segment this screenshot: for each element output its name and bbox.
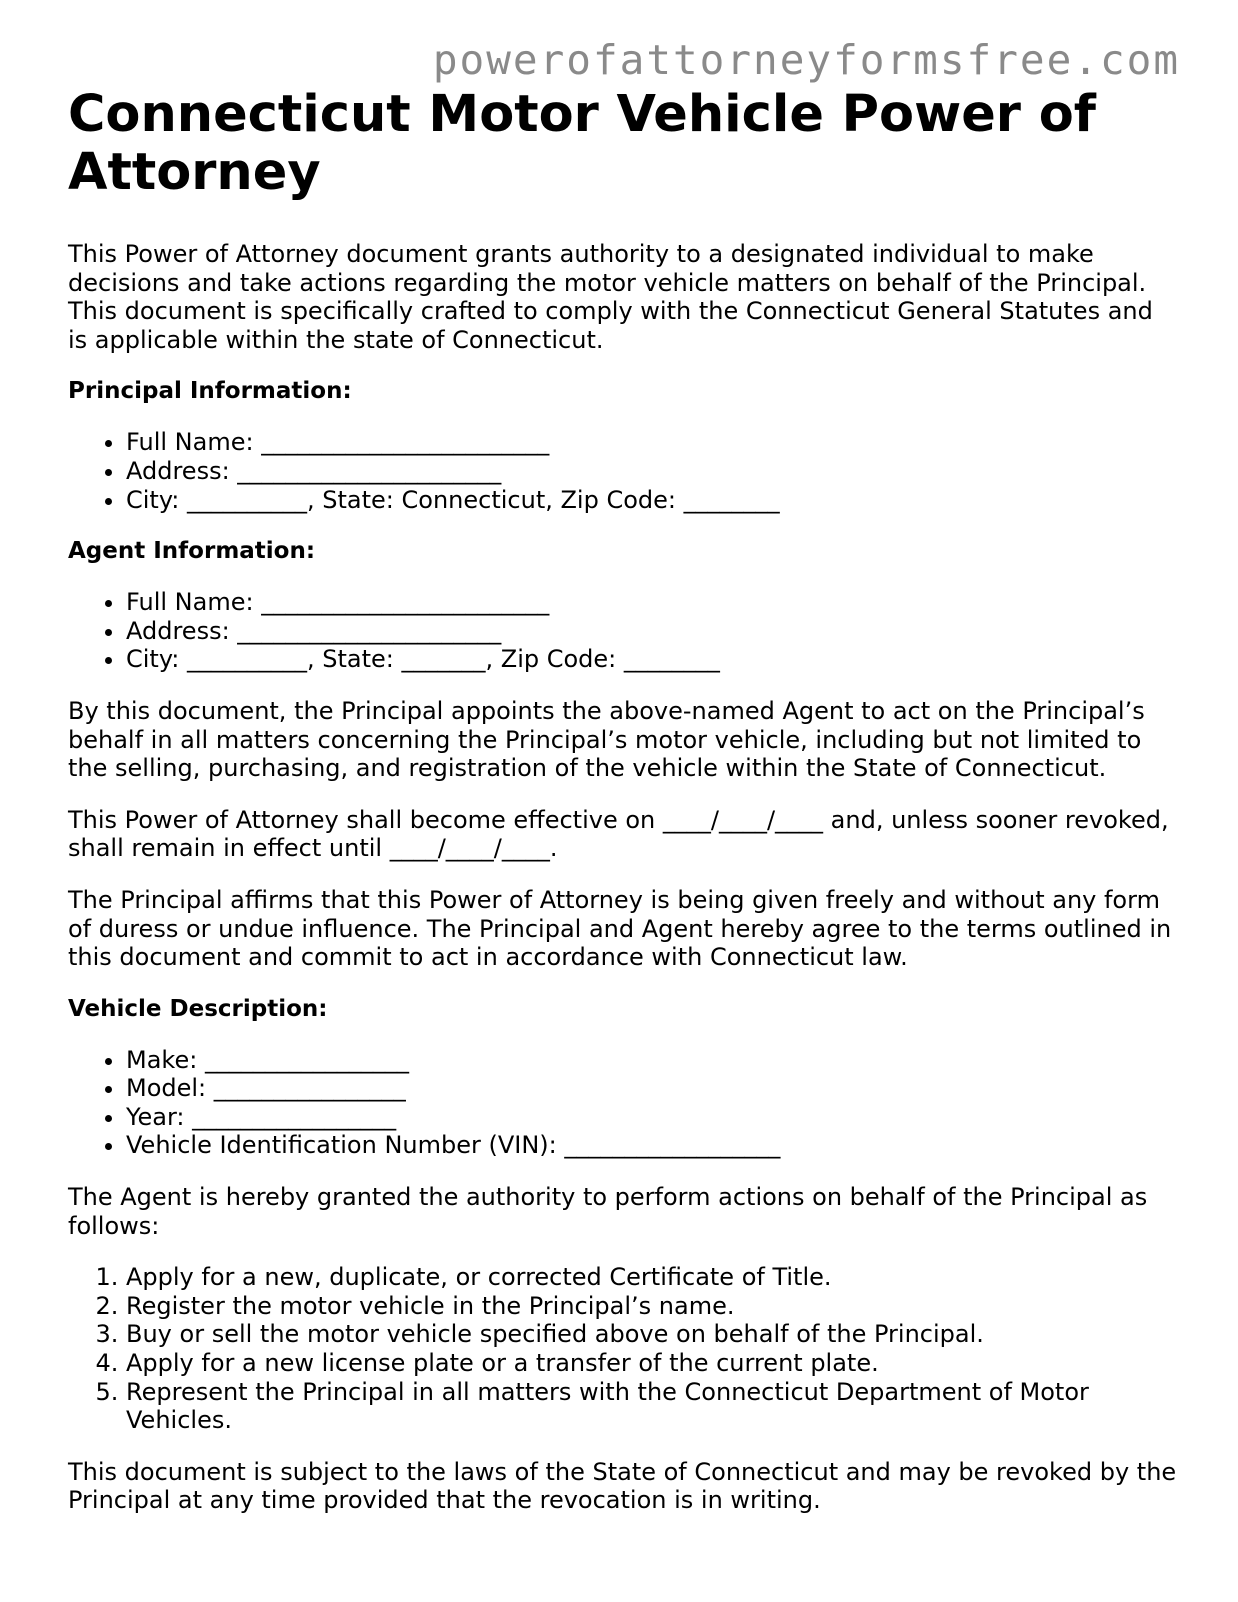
- power-item: 2. Register the motor vehicle in the Principal’s name.: [126, 1292, 1178, 1321]
- principal-info-list: [68, 428, 1178, 514]
- affirmation-paragraph: The Principal affirms that this Power of Attorney is being given freely and without any form of duress or undue influence. The Principal and Agent hereby agree to the terms outlined in this document and commit to act in accordance with Connecticut law.: [68, 885, 1172, 972]
- vehicle-heading: Vehicle Description:: [68, 995, 328, 1022]
- agent-info-list: [68, 588, 1178, 674]
- document-page: [68, 86, 1178, 1538]
- authority-intro-paragraph: The Agent is hereby granted the authority to perform actions on behalf of the Principal as follows:: [68, 1183, 1148, 1240]
- vehicle-model: • Model: ________________: [126, 1074, 1178, 1103]
- power-item: 5. Represent the Principal in all matters with the Connecticut Department of Motor Vehicles.: [126, 1378, 1178, 1435]
- power-item: 4. Apply for a new license plate or a transfer of the current plate.: [126, 1349, 1178, 1378]
- document-title: Connecticut Motor Vehicle Power of Attorney: [68, 85, 1096, 202]
- effective-date-paragraph: This Power of Attorney shall become effective on ____/____/____ and, unless sooner revoked, shall remain in effect until ____/____/____.: [68, 805, 1169, 863]
- principal-city-state-zip: • City: __________, State: Connecticut, Zip Code: ________: [126, 486, 1178, 515]
- closing-paragraph: This document is subject to the laws of the State of Connecticut and may be revoked by the Principal at any time provided that the revocation is in writing.: [68, 1457, 1177, 1515]
- vehicle-year: • Year: _________________: [126, 1103, 1178, 1132]
- agent-full-name: • Full Name: ________________________: [126, 588, 1178, 617]
- principal-heading: Principal Information:: [68, 378, 352, 405]
- appointment-paragraph: By this document, the Principal appoints the above-named Agent to act on the Principal’s behalf in all matters concerning the Principal’s motor vehicle, including but not limited to the selling, purchasing, and registration of the vehicle within the State of Connecticut.: [68, 696, 1145, 783]
- agent-address: • Address: ______________________: [126, 617, 1178, 646]
- power-item: 3. Buy or sell the motor vehicle specified above on behalf of the Principal.: [126, 1320, 1178, 1349]
- vehicle-make: • Make: _________________: [126, 1046, 1178, 1075]
- vehicle-info-list: [68, 1046, 1178, 1160]
- intro-paragraph: This Power of Attorney document grants authority to a designated individual to make decisions and take actions regarding the motor vehicle matters on behalf of the Principal. This document is specifically crafted to comply with the Connecticut General Statutes and is applicable within the state of Connecticut.: [68, 240, 1153, 354]
- agent-city-state-zip: • City: __________, State: _______, Zip Code: ________: [126, 645, 1178, 674]
- watermark: powerofattorneyformsfree.com: [432, 36, 1180, 84]
- power-item: 1. Apply for a new, duplicate, or corrected Certificate of Title.: [126, 1263, 1178, 1292]
- principal-full-name: • Full Name: ________________________: [126, 428, 1178, 457]
- vehicle-vin: • Vehicle Identification Number (VIN): __________________: [126, 1131, 1178, 1160]
- principal-address: • Address: ______________________: [126, 457, 1178, 486]
- powers-list: [68, 1263, 1178, 1435]
- agent-heading: Agent Information:: [68, 538, 316, 565]
